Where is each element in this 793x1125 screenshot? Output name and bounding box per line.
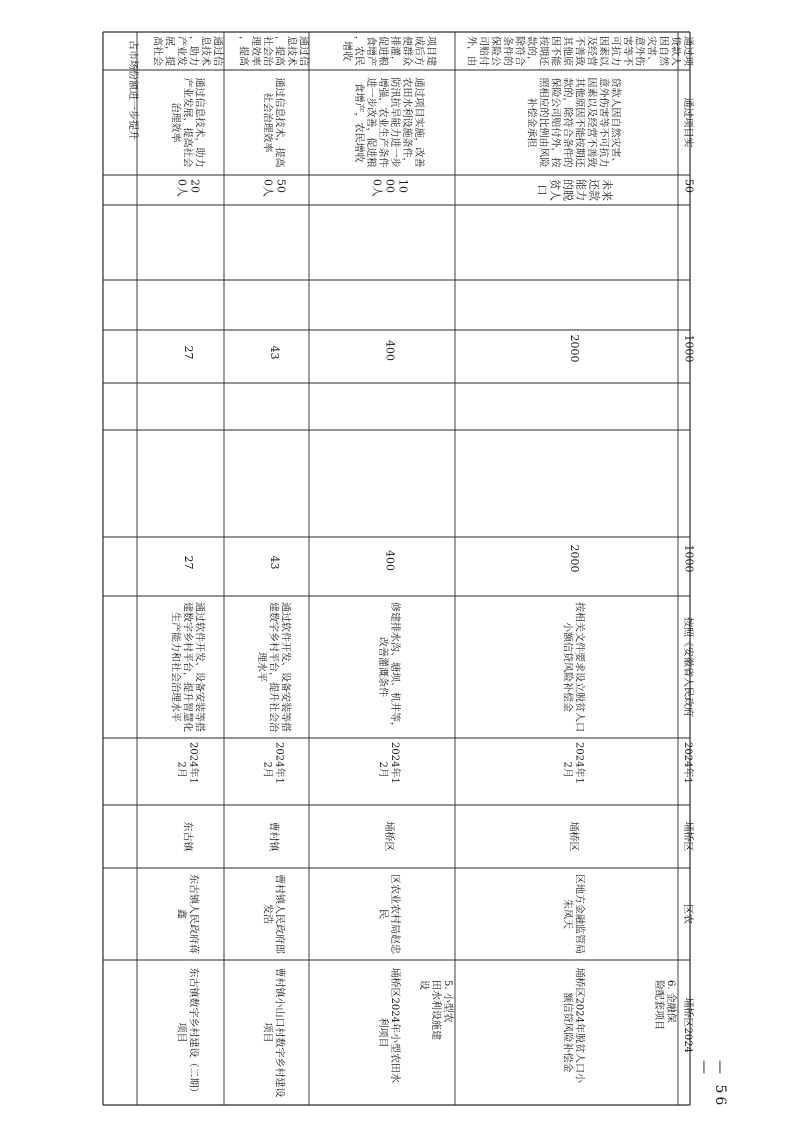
cell-text-location: 埇桥区 [567, 821, 579, 852]
cell-text-amount_1: 2000 [568, 544, 581, 573]
cell-text-completion: 2月 [261, 761, 273, 778]
cell-text-content: 通过软件开发、设备安装等搭 [279, 602, 291, 732]
cell-text-location: 埇桥区 [682, 821, 693, 852]
cell-text-category: 设 [418, 980, 429, 990]
cell-text-performance: 其他原 [561, 36, 573, 66]
cell-text-content: 理水平 [255, 652, 267, 682]
cell-text-project: 埇桥区2024年脱贫人口小 [573, 967, 585, 1083]
cell-text-content: 建数字乡村平台，提升社会治 [267, 602, 279, 732]
cell-text-performance: ，提高 [237, 36, 249, 66]
cell-text-amount_4: 1000 [682, 334, 696, 363]
cell-text-beneficiaries: 未来 [600, 179, 614, 201]
cell-text-implementer: 鑫 [175, 909, 187, 919]
cell-text-completion: 2024年1 [187, 742, 199, 784]
cell-text-performance: 保险公 [489, 36, 501, 66]
cell-text-performance: 展，提 [163, 36, 175, 66]
cell-text-performance: 贷款人 [669, 36, 681, 66]
cell-text-location: 埇桥区 [383, 821, 394, 852]
header-fragment-text: 占市场份额进一步提升 [127, 40, 138, 140]
cell-text-beneficiaries: 10 [396, 179, 410, 193]
cell-text-completion: 2024年1 [573, 742, 585, 784]
cell-text-benefit_mechanism: 补偿金承担 [525, 97, 537, 148]
cell-text-category: 5. 小型农 [442, 980, 453, 1023]
cell-text-performance: 不善致 [573, 36, 585, 66]
cell-text-beneficiaries: 口 [535, 184, 549, 196]
cell-text-benefit_mechanism: 通过信息技术，提高 [273, 77, 285, 168]
cell-text-content: 建数字乡村平台，提升智慧化 [181, 602, 193, 732]
cell-text-category: 田水利设施建 [430, 980, 441, 1040]
cell-text-implementer: 民 [377, 909, 388, 919]
cell-text-category: 6. 金融保 [665, 980, 676, 1023]
cell-text-performance: ，提高 [273, 36, 285, 66]
cell-text-benefit_mechanism: 通过信息技术，助力 [193, 77, 205, 168]
cell-text-performance: 项目建 [425, 36, 436, 66]
cell-text-performance: 司赔付 [477, 36, 489, 66]
cell-text-content: 修建排水沟、塘坝、机井等， [389, 602, 400, 732]
cell-text-content: 改善灌溉条件 [377, 637, 388, 697]
cell-text-amount_4: 400 [383, 340, 397, 361]
cell-text-beneficiaries: 00 [383, 179, 397, 193]
cell-text-completion: 2月 [377, 761, 388, 778]
cell-text-completion: 2024年1 [682, 742, 693, 784]
cell-text-content: 按相关文件要求设立脱贫人口 [573, 602, 585, 732]
cell-text-performance: 因自然 [657, 36, 669, 66]
cell-text-benefit_mechanism: 社会治理效率 [261, 92, 273, 153]
cell-text-benefit_mechanism: 产业发展，提高社会 [181, 77, 193, 168]
cell-text-performance: 害等不 [621, 36, 633, 66]
cell-text-implementer: 区农业农村局赵忠 [389, 874, 400, 954]
cell-text-performance: 条件的 [501, 36, 513, 66]
cell-text-performance: 产业发 [175, 36, 187, 66]
cell-text-amount_4: 2000 [568, 334, 581, 363]
cell-text-performance: 因不能 [549, 36, 561, 66]
cell-text-performance: 按期还 [537, 36, 549, 66]
cell-text-content: 小额信贷风险补偿金 [561, 622, 573, 712]
cell-text-amount_1: 400 [383, 550, 397, 571]
cell-text-beneficiaries: 50 [274, 179, 288, 193]
cell-text-project: 埇桥区2024 [682, 997, 693, 1053]
cell-text-implementer: 区农 [682, 904, 693, 924]
cell-text-beneficiaries: 50 [682, 179, 696, 193]
cell-text-implementer: 曹村镇人民政府郎 [273, 874, 285, 954]
cell-text-performance: 理效率 [249, 36, 261, 66]
cell-text-performance: 食增产 [365, 36, 376, 66]
cell-text-benefit_mechanism: 增强，农业生产条件 [377, 77, 388, 168]
cell-text-benefit_mechanism: 保险公司赔付外，按 [549, 77, 561, 168]
cell-text-beneficiaries: 贫人 [548, 179, 562, 201]
cell-text-amount_4: 43 [268, 345, 281, 360]
cell-text-project: 利项目 [377, 1017, 388, 1048]
cell-text-content: 生产能力和社会治理水平 [169, 612, 181, 722]
cell-text-performance: 社会治 [261, 36, 273, 66]
cell-text-amount_1: 1000 [682, 544, 696, 573]
cell-text-project: 项目 [175, 1022, 187, 1043]
cell-text-benefit_mechanism: 通过项目实施，改善 [413, 77, 424, 168]
cell-text-location: 东古镇 [181, 821, 193, 852]
cell-text-benefit_mechanism: 进一步改善，促进粮 [365, 77, 376, 168]
table-cells [127, 36, 696, 1098]
cell-text-content: 按照《安徽省人民政府 [682, 617, 693, 717]
cell-text-performance: 灾害、 [645, 36, 657, 66]
cell-text-performance: 可抗力 [609, 36, 621, 66]
cell-text-implementer: 朱凤天 [561, 899, 573, 929]
cell-text-performance: 外，由 [465, 36, 477, 66]
cell-text-benefit_mechanism: 治理效率 [169, 102, 181, 143]
cell-text-project: 曹村镇小山口村数字乡村建设 [273, 967, 285, 1098]
cell-text-benefit_mechanism: 贷款人因自然灾害、 [609, 77, 621, 168]
cell-text-performance: 息技术 [285, 36, 297, 66]
cell-text-implementer: 发浩 [261, 904, 273, 924]
cell-text-beneficiaries: 0人 [261, 179, 275, 197]
cell-text-benefit_mechanism: 意外伤害等不可抗力 [597, 77, 609, 168]
cell-text-performance: 及经营 [585, 36, 597, 66]
cell-text-location: 曹村镇 [267, 821, 279, 852]
cell-text-performance: 便群众 [401, 36, 412, 66]
cell-text-completion: 2月 [561, 761, 573, 778]
cell-text-performance: ，助力 [187, 36, 199, 66]
cell-text-performance: 排灌， [389, 36, 400, 66]
cell-text-performance: 成后方 [413, 36, 424, 66]
cell-text-project: 东古镇数字乡村建设（二期） [187, 967, 199, 1098]
cell-text-benefit_mechanism: 因素以及经营不善致 [585, 77, 597, 168]
cell-text-beneficiaries: 20 [188, 179, 202, 193]
cell-text-completion: 2024年1 [389, 742, 400, 784]
cell-text-completion: 2月 [175, 761, 187, 778]
cell-text-benefit_mechanism: 照相应的比例由风险 [537, 77, 549, 168]
cell-text-benefit_mechanism: 防汛抗旱能力进一步 [389, 77, 400, 168]
cell-text-benefit_mechanism: 农田水利设施条件， [401, 77, 412, 168]
cell-text-beneficiaries: 能力 [574, 179, 588, 201]
cell-text-benefit_mechanism: 其他原因不能按期还 [573, 77, 585, 168]
cell-text-performance: 意外伤 [633, 36, 645, 66]
cell-text-implementer: 区地方金融监管局 [573, 874, 585, 954]
cell-text-beneficiaries: 0人 [175, 179, 189, 197]
cell-text-performance: ，农民 [353, 36, 364, 66]
cell-text-performance: 款的， [525, 36, 537, 66]
cell-text-implementer: 东古镇人民政府蒋 [187, 874, 199, 954]
cell-text-performance: 高社会 [151, 36, 163, 66]
page-number: — 56 — [696, 1060, 728, 1109]
cell-text-performance: 通过信 [297, 36, 309, 66]
cell-text-benefit_mechanism: 食增产，农民增收 [353, 82, 364, 163]
cell-text-performance: 通过项 [682, 36, 693, 66]
cell-text-amount_1: 27 [182, 555, 195, 570]
cell-text-project: 埇桥区2024年小型农田水 [389, 967, 400, 1083]
cell-text-beneficiaries: 0人 [370, 179, 384, 197]
cell-text-performance: 增收 [341, 41, 352, 61]
cell-text-benefit_mechanism: 款的，除符合条件的 [561, 77, 573, 168]
cell-text-project: 额信贷风险补偿金 [561, 992, 573, 1073]
cell-text-performance: 促进粮 [377, 36, 388, 66]
cell-text-performance: 通过信 [211, 36, 223, 66]
cell-text-amount_4: 27 [182, 345, 195, 360]
cell-text-content: 通过软件开发、设备安装等搭 [193, 602, 205, 732]
cell-text-amount_1: 43 [268, 555, 281, 570]
cell-text-project: 项目 [261, 1022, 273, 1043]
cell-text-benefit_mechanism: 通过项目实 [682, 97, 693, 148]
cell-text-performance: 息技术 [199, 36, 211, 66]
cell-text-performance: 除符合 [513, 36, 525, 66]
cell-text-beneficiaries: 还款 [587, 179, 601, 201]
cell-text-beneficiaries: 的脱 [561, 179, 575, 201]
cell-text-category: 险配套项目 [653, 980, 664, 1030]
cell-text-completion: 2024年1 [273, 742, 285, 784]
cell-text-performance: 因素以 [597, 36, 609, 66]
